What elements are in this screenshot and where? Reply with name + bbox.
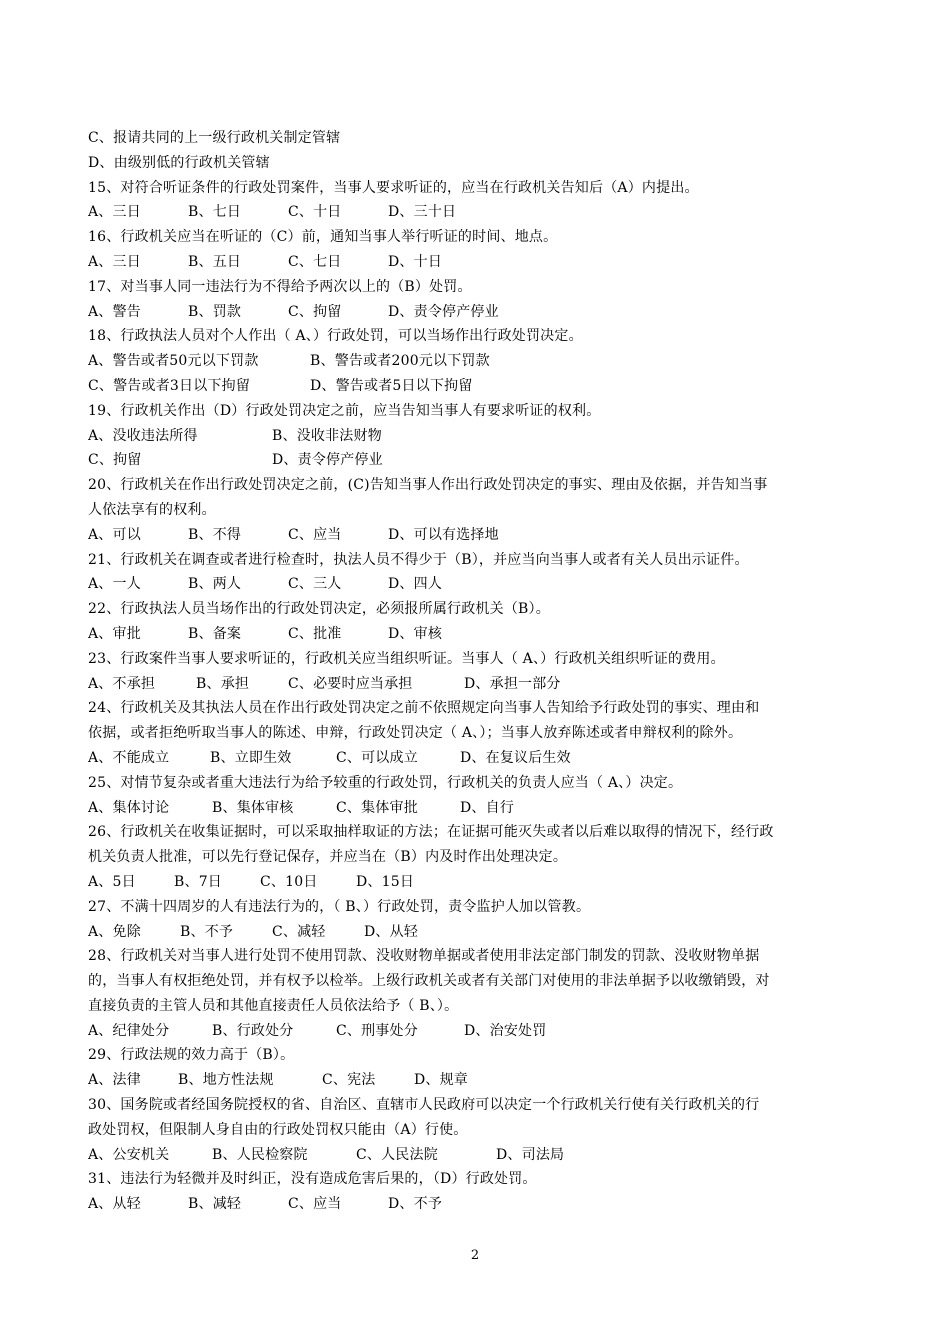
answer-options-line — [88, 424, 868, 449]
answer-option: B、警告或者200元以下罚款 — [310, 353, 490, 370]
answer-option: C、必要时应当承担 — [288, 675, 413, 692]
question-text-line: 17、对当事人同一违法行为不得给予两次以上的（B）处罚。 — [88, 278, 472, 295]
answer-option: C、三人 — [288, 576, 342, 593]
answer-option: D、15日 — [356, 873, 415, 890]
answer-option: B、减轻 — [188, 1196, 242, 1213]
answer-options-line — [88, 250, 868, 275]
question-text-line: 直接负责的主管人员和其他直接责任人员依法给予（ B、）。 — [88, 997, 459, 1014]
answer-option: B、立即生效 — [210, 749, 292, 766]
answer-option: C、应当 — [288, 526, 342, 543]
question-text-line: 28、行政机关对当事人进行处罚不使用罚款、没收财物单据或者使用非法定部门制发的罚款、没收财物单据 — [88, 948, 760, 965]
answer-option: C、应当 — [288, 1196, 342, 1213]
answer-options-line — [88, 1068, 868, 1093]
answer-option: C、警告或者3日以下拘留 — [88, 377, 251, 394]
question-text-line: 18、行政执法人员对个人作出（ A、）行政处罚，可以当场作出行政处罚决定。 — [88, 328, 583, 345]
answer-option: B、集体审核 — [212, 799, 294, 816]
answer-option: B、行政处分 — [212, 1022, 294, 1039]
answer-options-line — [88, 1192, 868, 1217]
question-text-line: 27、不满十四周岁的人有违法行为的，（ B、）行政处罚，责令监护人加以管教。 — [88, 898, 591, 915]
question-text-line: 机关负责人批准，可以先行登记保存，并应当在（B）内及时作出处理决定。 — [88, 849, 568, 866]
answer-option: D、自行 — [460, 799, 515, 816]
answer-options-line — [88, 796, 868, 821]
answer-options-line — [88, 300, 868, 325]
answer-options-line — [88, 349, 868, 374]
question-text-line: 人依法享有的权利。 — [88, 501, 216, 518]
answer-option: C、拘留 — [288, 303, 342, 320]
answer-option: D、不予 — [388, 1196, 443, 1213]
answer-options-line — [88, 622, 868, 647]
answer-option: B、承担 — [196, 675, 250, 692]
answer-option: D、三十日 — [388, 204, 457, 221]
question-text-line: 26、行政机关在收集证据时，可以采取抽样取证的方法；在证据可能灭失或者以后难以取得的情况下，经行政 — [88, 824, 774, 841]
question-text-line: 20、行政机关在作出行政处罚决定之前，(C)告知当事人作出行政处罚决定的事实、理由及依据，并告知当事 — [88, 477, 768, 494]
answer-option: D、责令停产停业 — [272, 452, 383, 469]
answer-option: B、没收非法财物 — [272, 427, 382, 444]
answer-option: A、审批 — [88, 625, 141, 642]
answer-option: D、审核 — [388, 625, 443, 642]
answer-option: B、备案 — [188, 625, 242, 642]
answer-options-line — [88, 746, 868, 771]
question-text-line: 的，当事人有权拒绝处罚，并有权予以检举。上级行政机关或者有关部门对使用的非法单据予以收缴销毁，对 — [88, 973, 770, 990]
answer-option: B、7日 — [174, 873, 222, 890]
answer-options-line — [88, 572, 868, 597]
answer-option: C、人民法院 — [356, 1146, 438, 1163]
question-text-line: 30、国务院或者经国务院授权的省、自治区、直辖市人民政府可以决定一个行政机关行使有关行政机关的行 — [88, 1097, 760, 1114]
answer-option: D、可以有选择地 — [388, 526, 499, 543]
answer-option: D、在复议后生效 — [460, 749, 571, 766]
answer-option: A、法律 — [88, 1072, 141, 1089]
answer-option: B、人民检察院 — [212, 1146, 308, 1163]
answer-option: A、警告或者50元以下罚款 — [88, 353, 259, 370]
answer-option: A、可以 — [88, 526, 141, 543]
answer-option: A、纪律处分 — [88, 1022, 170, 1039]
answer-option: D、从轻 — [364, 923, 419, 940]
question-text-line: 依据，或者拒绝听取当事人的陈述、申辩，行政处罚决定（ A、）；当事人放弃陈述或者申辩权利的除外。 — [88, 725, 743, 742]
page-number: 2 — [470, 1248, 480, 1263]
answer-option: B、罚款 — [188, 303, 242, 320]
answer-option: C、减轻 — [272, 923, 326, 940]
answer-option: B、地方性法规 — [178, 1072, 274, 1089]
question-text-line: 21、行政机关在调查或者进行检查时，执法人员不得少于（B），并应当向当事人或者有关人员出示证件。 — [88, 551, 749, 568]
answer-option: A、不能成立 — [88, 749, 170, 766]
question-text-line: 19、行政机关作出（D）行政处罚决定之前，应当告知当事人有要求听证的权利。 — [88, 402, 601, 419]
question-text-line: 政处罚权，但限制人身自由的行政处罚权只能由（A）行使。 — [88, 1121, 468, 1138]
answer-option: B、不得 — [188, 526, 242, 543]
answer-option: D、司法局 — [496, 1146, 565, 1163]
answer-options-line — [88, 870, 868, 895]
answer-option: A、免除 — [88, 923, 141, 940]
answer-option: A、5日 — [88, 873, 136, 890]
answer-option: A、没收违法所得 — [88, 427, 198, 444]
answer-option: C、宪法 — [322, 1072, 376, 1089]
answer-option: D、规章 — [414, 1072, 469, 1089]
answer-option: D、十日 — [388, 253, 443, 270]
answer-options-line — [88, 374, 868, 399]
answer-option: B、不予 — [180, 923, 234, 940]
answer-option: D、四人 — [388, 576, 443, 593]
answer-option: A、集体讨论 — [88, 799, 170, 816]
answer-option: B、七日 — [188, 204, 242, 221]
answer-option: A、不承担 — [88, 675, 156, 692]
question-text-line: 31、违法行为轻微并及时纠正，没有造成危害后果的，（D）行政处罚。 — [88, 1171, 537, 1188]
answer-option: C、批准 — [288, 625, 342, 642]
answer-option: A、警告 — [88, 303, 141, 320]
question-text-line: 22、行政执法人员当场作出的行政处罚决定，必须报所属行政机关（B）。 — [88, 601, 550, 618]
question-text-line: C、报请共同的上一级行政机关制定管辖 — [88, 130, 341, 146]
answer-option: A、公安机关 — [88, 1146, 170, 1163]
question-text-line: 24、行政机关及其执法人员在作出行政处罚决定之前不依照规定向当事人告知给予行政处罚的事实、理由和 — [88, 700, 760, 717]
answer-option: D、责令停产停业 — [388, 303, 499, 320]
answer-option: A、一人 — [88, 576, 141, 593]
answer-options-line — [88, 672, 868, 697]
question-text-line: D、由级别低的行政机关管辖 — [88, 154, 270, 171]
answer-option: C、十日 — [288, 204, 342, 221]
answer-options-line — [88, 1143, 868, 1168]
answer-option: A、从轻 — [88, 1196, 141, 1213]
question-list — [88, 126, 868, 1217]
answer-option: A、三日 — [88, 253, 141, 270]
question-text-line: 15、对符合听证条件的行政处罚案件，当事人要求听证的，应当在行政机关告知后（A）内提出。 — [88, 179, 699, 196]
answer-option: C、拘留 — [88, 452, 142, 469]
question-text-line: 23、行政案件当事人要求听证的，行政机关应当组织听证。当事人（ A、）行政机关组织听证的费用。 — [88, 650, 725, 667]
answer-option: C、可以成立 — [336, 749, 418, 766]
answer-options-line — [88, 920, 868, 945]
answer-options-line — [88, 1019, 868, 1044]
answer-options-line — [88, 200, 868, 225]
answer-option: C、刑事处分 — [336, 1022, 418, 1039]
answer-option: D、治安处罚 — [464, 1022, 547, 1039]
question-text-line: 25、对情节复杂或者重大违法行为给予较重的行政处罚，行政机关的负责人应当（ A、）决定。 — [88, 774, 683, 791]
answer-options-line — [88, 448, 868, 473]
question-text-line: 29、行政法规的效力高于（B）。 — [88, 1047, 295, 1064]
answer-option: B、两人 — [188, 576, 242, 593]
answer-option: D、承担一部分 — [464, 675, 561, 692]
answer-option: A、三日 — [88, 204, 141, 221]
answer-option: D、警告或者5日以下拘留 — [310, 377, 473, 394]
answer-option: C、10日 — [260, 873, 318, 890]
answer-option: B、五日 — [188, 253, 242, 270]
question-text-line: 16、行政机关应当在听证的（C）前，通知当事人举行听证的时间、地点。 — [88, 229, 558, 246]
answer-option: C、七日 — [288, 253, 342, 270]
answer-options-line — [88, 523, 868, 548]
answer-option: C、集体审批 — [336, 799, 418, 816]
